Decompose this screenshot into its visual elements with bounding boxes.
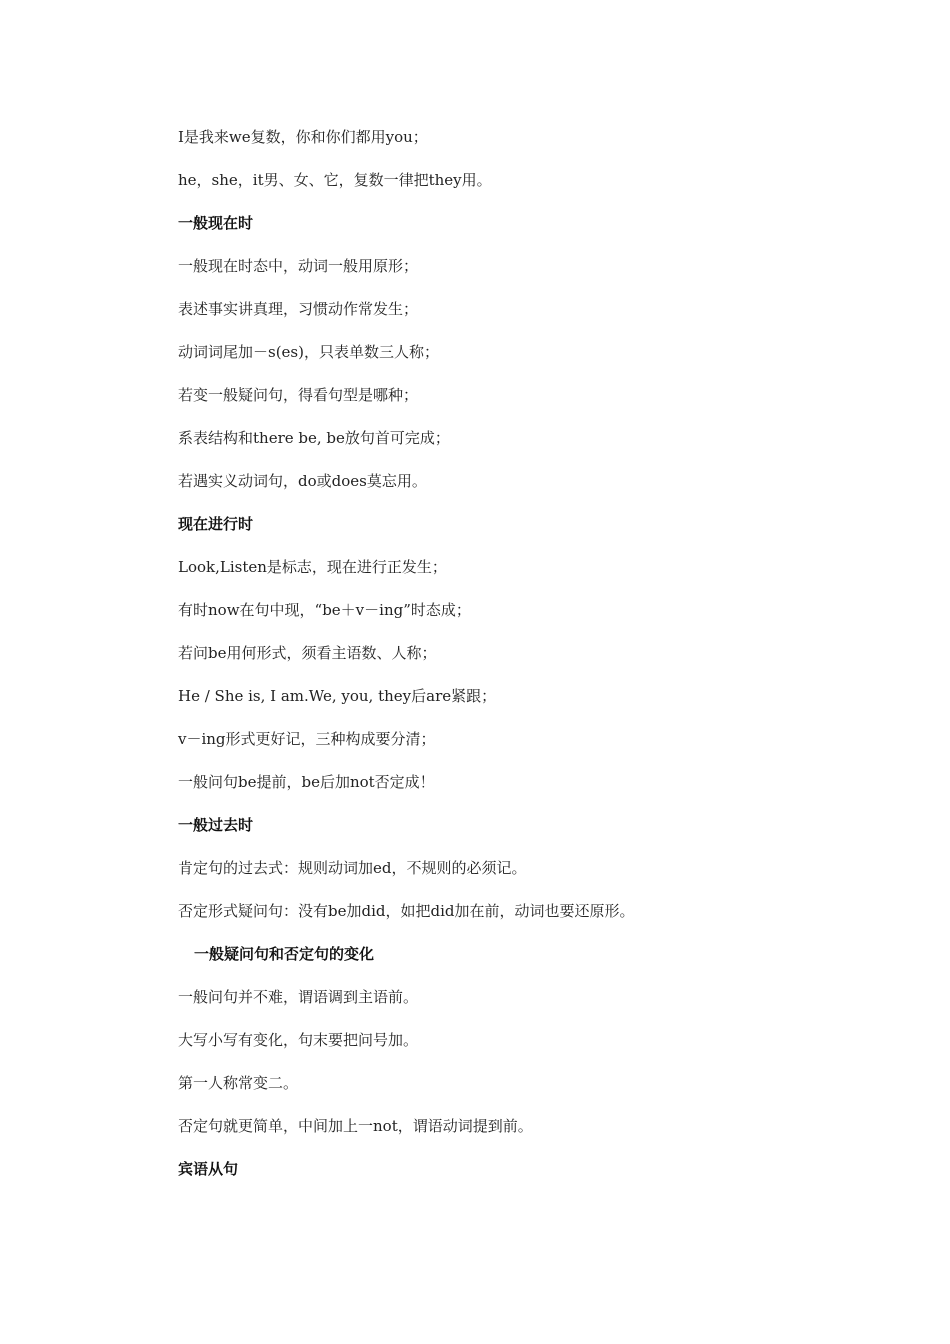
section-heading: 现在进行时 <box>178 515 254 533</box>
section-heading: 一般疑问句和否定句的变化 <box>194 945 375 963</box>
text-line: I是我来we复数，你和你们都用you； <box>178 128 428 146</box>
section-heading: 宾语从句 <box>178 1160 239 1178</box>
text-line: 动词词尾加－s(es)，只表单数三人称； <box>178 343 439 361</box>
document-body <box>178 124 898 1199</box>
text-line: 表述事实讲真理，习惯动作常发生； <box>178 300 419 318</box>
text-line: he，she，it男、女、它，复数一律把they用。 <box>178 171 492 189</box>
text-line: Look,Listen是标志，现在进行正发生； <box>178 558 447 576</box>
text-line: 否定形式疑问句：没有be加did，如把did加在前，动词也要还原形。 <box>178 902 635 920</box>
text-line: 大写小写有变化，句末要把问号加。 <box>178 1031 419 1049</box>
section-heading: 一般过去时 <box>178 816 254 834</box>
text-line: 一般问句be提前，be后加not否定成！ <box>178 773 435 791</box>
text-line: 第一人称常变二。 <box>178 1074 299 1092</box>
text-line: 若问be用何形式，须看主语数、人称； <box>178 644 437 662</box>
text-line: 若变一般疑问句，得看句型是哪种； <box>178 386 419 404</box>
text-line: 系表结构和there be, be放句首可完成； <box>178 429 450 447</box>
text-line: v－ing形式更好记，三种构成要分清； <box>178 730 436 748</box>
text-line: 否定句就更简单，中间加上一not，谓语动词提到前。 <box>178 1117 533 1135</box>
text-line: 一般问句并不难，谓语调到主语前。 <box>178 988 419 1006</box>
text-line: He / She is, I am.We, you, they后are紧跟； <box>178 687 497 705</box>
text-line: 若遇实义动词句，do或does莫忘用。 <box>178 472 427 490</box>
text-line: 一般现在时态中，动词一般用原形； <box>178 257 419 275</box>
text-line: 有时now在句中现，“be＋v－ing”时态成； <box>178 601 471 619</box>
text-line: 肯定句的过去式：规则动词加ed，不规则的必须记。 <box>178 859 527 877</box>
section-heading: 一般现在时 <box>178 214 254 232</box>
